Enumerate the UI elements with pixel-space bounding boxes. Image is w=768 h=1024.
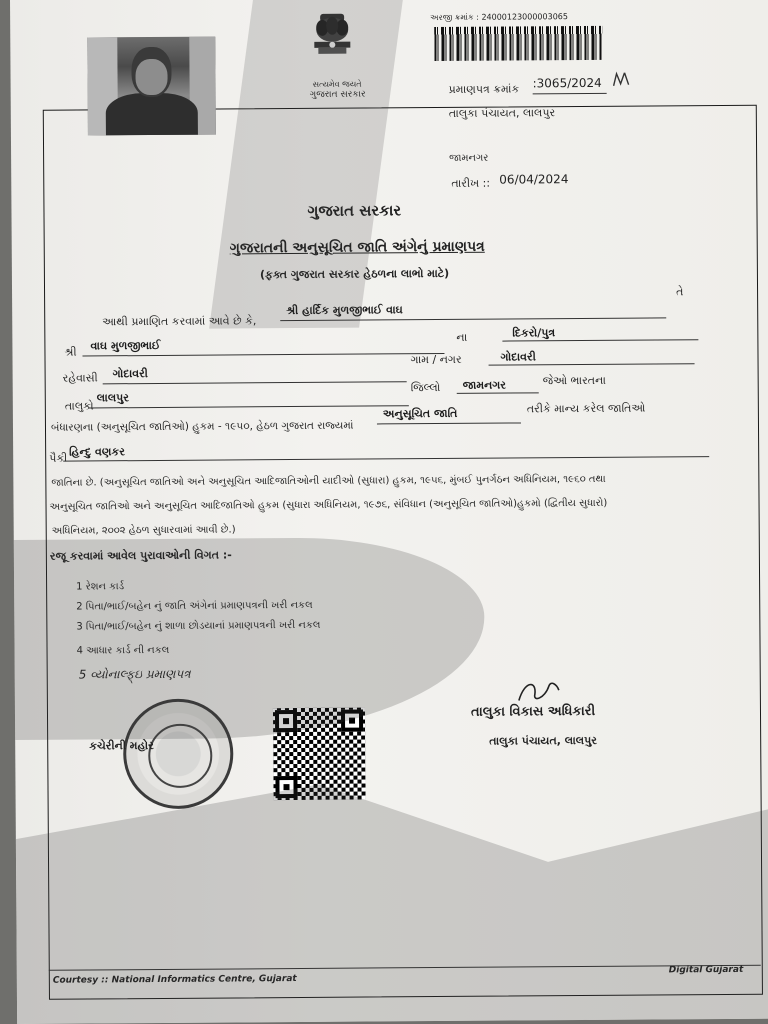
paragraph-line-2: અનુસૂચિત જાતિઓ અને અનુસૂચિત આદિજાતિઓ હુકમ (સુધારા અધિનિયમ, ૧૯૭૬, સંવિધાન (અનુસૂચિત જાતિઓ)હુકમો (દ્વિતીય સુધારો)	[49, 497, 608, 513]
resident-label: રહેવાસી	[62, 371, 98, 385]
govt-title: ગુજરાત સરકાર	[307, 201, 402, 220]
evidence-item: 2 પિતા/ભાઈ/બહેન નું જાતિ અંગેનાં પ્રમાણપત્રની ખરી નકલ	[76, 599, 313, 613]
recognized-text: તરીકે માન્ય કરેલ જાતિઓ	[526, 401, 646, 416]
paragraph-line-1: જાતિના છે. (અનુસૂચિત જાતિઓ અને અનુસૂચિત આદિજાતિઓની યાદીઓ (સુધારા) હુકમ, ૧૯૫૬, મુંબઈ પુનર્ગઠન અધિનિયમ, ૧૯૬૦ તથા	[51, 473, 606, 489]
applicant-name: શ્રી હાર્દિક મુળજીભાઈ વાઘ	[286, 303, 403, 318]
evidence-heading: રજૂ કરવામાં આવેલ પુરાવાઓની વિગત :-	[49, 548, 232, 563]
district-label: જિલ્લો	[410, 381, 441, 395]
officer-signature-icon	[515, 676, 563, 706]
evidence-item: 3 પિતા/ભાઈ/બહેન નું શાળા છોડયાનાં પ્રમાણપત્રની ખરી નકલ	[76, 619, 321, 633]
certificate-number-label: પ્રમાણપત્ર ક્રમાંક	[448, 82, 520, 96]
issue-date: 06/04/2024	[499, 172, 569, 187]
order-text: બંધારણના (અનુસૂચિત જાતિઓ) હુકમ - ૧૯૫૦, હેઠળ ગુજરાત રાજ્યમાં	[50, 419, 354, 434]
village-label: ગામ / નગર	[410, 352, 462, 367]
subcaste: હિન્દુ વણકર	[69, 445, 125, 459]
shri-text: શ્રી	[64, 345, 77, 359]
courtesy-text: Courtesy :: National Informatics Centre, Gujarat	[52, 974, 297, 986]
barcode	[434, 26, 602, 61]
office-seal	[123, 698, 234, 809]
evidence-item: 4 આધાર કાર્ડ ની નકલ	[76, 644, 170, 657]
district: જામનગર	[462, 378, 507, 392]
application-number: અરજી ક્રમાંક : 24000123000003065	[430, 12, 568, 23]
subcaste-label: પૈકી	[49, 451, 68, 465]
officer-office: તાલુકા પંચાયત, લાલપુર	[489, 733, 597, 748]
evidence-item-handwritten: 5 વ્યોનાલ્ફ્ઇ પ્રમાણપત્ર	[78, 666, 191, 682]
taluka: લાલપુર	[96, 391, 129, 405]
evidence-item: 1 રેશન કાર્ડ	[76, 581, 125, 593]
india-text: જેઓ ભારતના	[542, 373, 606, 388]
emblem-caption: ગુજરાત સરકાર	[309, 89, 366, 100]
brand-text: Digital Gujarat	[668, 964, 744, 976]
office-seal-label: કચેરીની મહોર	[89, 739, 154, 753]
father-name: વાઘ મુળજીભાઈ	[90, 338, 161, 353]
na-text: ના	[456, 330, 468, 344]
certify-text: આથી પ્રમાણિત કરવામાં આવે છે કે,	[102, 314, 257, 329]
qr-code	[273, 708, 366, 801]
certificate-title: ગુજરાતની અનુસૂચિત જાતિ અંગેનું પ્રમાણપત્ર	[229, 238, 485, 257]
issuing-office: તાલુકા પંચાયત, લાલપુર	[448, 106, 556, 120]
paragraph-line-3: અધિનિયમ, ૨૦૦૨ હેઠળ સુધારવામાં આવી છે.)	[51, 524, 236, 537]
taluka-label: તાલુકો	[64, 399, 94, 413]
officer-title: તાલુકા વિકાસ અધિકારી	[470, 703, 596, 720]
relation: દિકરો/પુત્ર	[512, 326, 556, 340]
category: અનુસૂચિત જાતિ	[382, 406, 458, 421]
village: ગોદાવરી	[500, 350, 536, 364]
header-district: જામનગર	[449, 152, 489, 164]
initials-signature-icon	[611, 70, 633, 90]
national-emblem-icon	[306, 10, 358, 78]
te-text: તે	[676, 285, 684, 299]
certificate-page	[10, 0, 768, 1024]
certificate-number: :3065/2024	[532, 75, 602, 91]
resident: ગોદાવરી	[112, 367, 148, 381]
date-label: તારીખ ::	[451, 176, 491, 190]
applicant-photo	[87, 37, 216, 136]
emblem-motto: સત્યમેવ જયતે	[312, 79, 362, 89]
certificate-subtitle: (ફક્ત ગુજરાત સરકાર હેઠળના લાભો માટે)	[259, 266, 450, 282]
